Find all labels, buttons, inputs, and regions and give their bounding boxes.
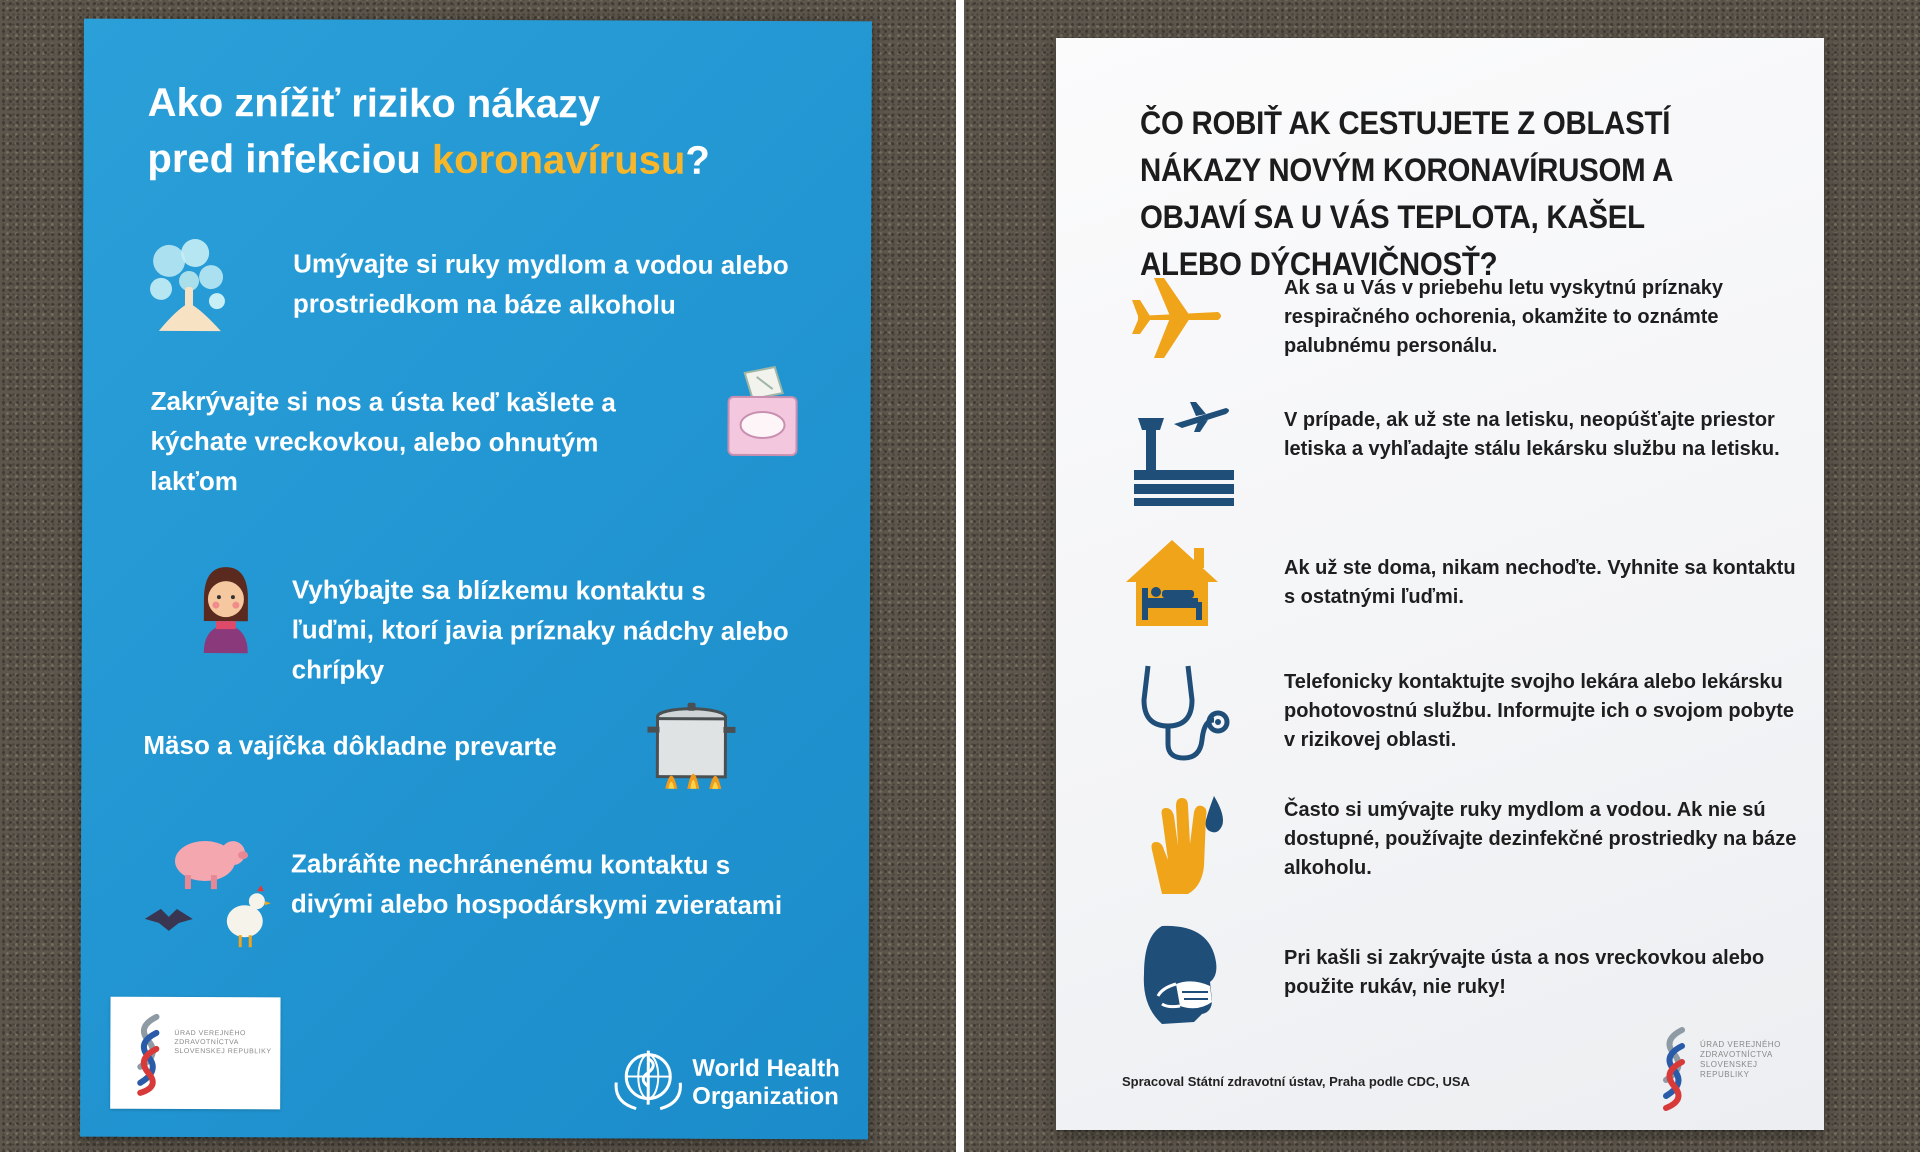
white-item-3: Ak už ste doma, nikam nechoďte. Vyhnite sa kontaktu s ostatnými ľuďmi.: [1284, 557, 1796, 608]
hand-drop-icon: [1142, 790, 1232, 900]
title-line-2: pred infekciou koronavírusu?: [147, 136, 710, 183]
blue-item-1: Umývajte si ruky mydlom a vodou alebo prostriedkom na báze alkoholu: [292, 248, 789, 320]
white-item-2: V prípade, ak už ste na letisku, neopúšťajte priestor letiska a vyhľadajte stálu lekársku službu na letisku.: [1284, 409, 1780, 460]
urad-logo-white: [1648, 1024, 1798, 1114]
tissue-box-icon: [722, 363, 802, 463]
who-text: World Health Organization: [692, 1054, 840, 1111]
urad-logo-text: ÚRAD VEREJNÉHO ZDRAVOTNÍCTVA SLOVENSKEJ REPUBLIKY: [1700, 1040, 1781, 1079]
left-photo: [0, 0, 956, 1152]
blue-poster: [80, 19, 872, 1140]
white-poster-title: ČO ROBIŤ AK CESTUJETE Z OBLASTÍ NÁKAZY NOVÝM KORONAVÍRUSOM A OBJAVÍ SA U VÁS TEPLOTA, KAŠEL ALEBO DÝCHAVIČNOSŤ?: [1140, 105, 1673, 282]
face-mask-icon: [1132, 922, 1232, 1028]
photo-divider: [956, 0, 964, 1152]
white-poster: [1056, 38, 1824, 1130]
who-emblem-icon: [610, 1042, 686, 1114]
handwash-icon: [139, 231, 239, 341]
right-photo: [964, 0, 1920, 1152]
urad-logo-text: ÚRAD VEREJNÉHO ZDRAVOTNÍCTVA SLOVENSKEJ REPUBLIKY: [174, 1029, 272, 1056]
urad-logo-icon: [1654, 1024, 1694, 1112]
cooking-pot-icon: [643, 701, 739, 797]
white-item-1: Ak sa u Vás v priebehu letu vyskytnú príznaky respiračného ochorenia, okamžite to oznámte palubnému personálu.: [1284, 277, 1724, 357]
white-item-6: Pri kašli si zakrývajte ústa a nos vreckovkou alebo použite rukáv, nie ruky!: [1284, 947, 1765, 998]
title-highlight: koronavírusu: [431, 137, 686, 183]
urad-logo-card: [110, 997, 280, 1110]
urad-logo-icon: [128, 1011, 168, 1097]
white-item-5: Často si umývajte ruky mydlom a vodou. Ak nie sú dostupné, používajte dezinfekčné prostriedky na báze alkoholu.: [1284, 799, 1797, 879]
blue-item-2: Zakrývajte si nos a ústa keď kašlete a kýchate vreckovkou, alebo ohnutým lakťom: [150, 385, 616, 497]
blue-item-3: Vyhýbajte sa blízkemu kontaktu s ľuďmi, ktorí javia príznaky nádchy alebo chrípky: [291, 574, 789, 685]
stethoscope-icon: [1134, 660, 1234, 764]
house-bed-icon: [1122, 536, 1222, 632]
airplane-icon: [1130, 270, 1226, 366]
blue-item-4: Mäso a vajíčka dôkladne prevarte: [143, 729, 557, 762]
footer-credit: Spracoval Státní zdravotní ústav, Praha podle CDC, USA: [1122, 1074, 1470, 1089]
blue-item-5: Zabráňte nechránenému kontaktu s divými alebo hospodárskymi zvieratami: [290, 848, 783, 921]
blue-poster-title: [147, 75, 827, 189]
white-item-4: Telefonicky kontaktujte svojho lekára alebo lekársku pohotovostnú službu. Informujte ich o svojom pobyte v rizikovej oblasti.: [1284, 671, 1794, 751]
title-line-1: Ako znížiť riziko nákazy: [147, 80, 601, 127]
airport-tower-icon: [1130, 400, 1240, 510]
sick-person-icon: [194, 561, 258, 657]
animals-icon: [139, 825, 289, 956]
